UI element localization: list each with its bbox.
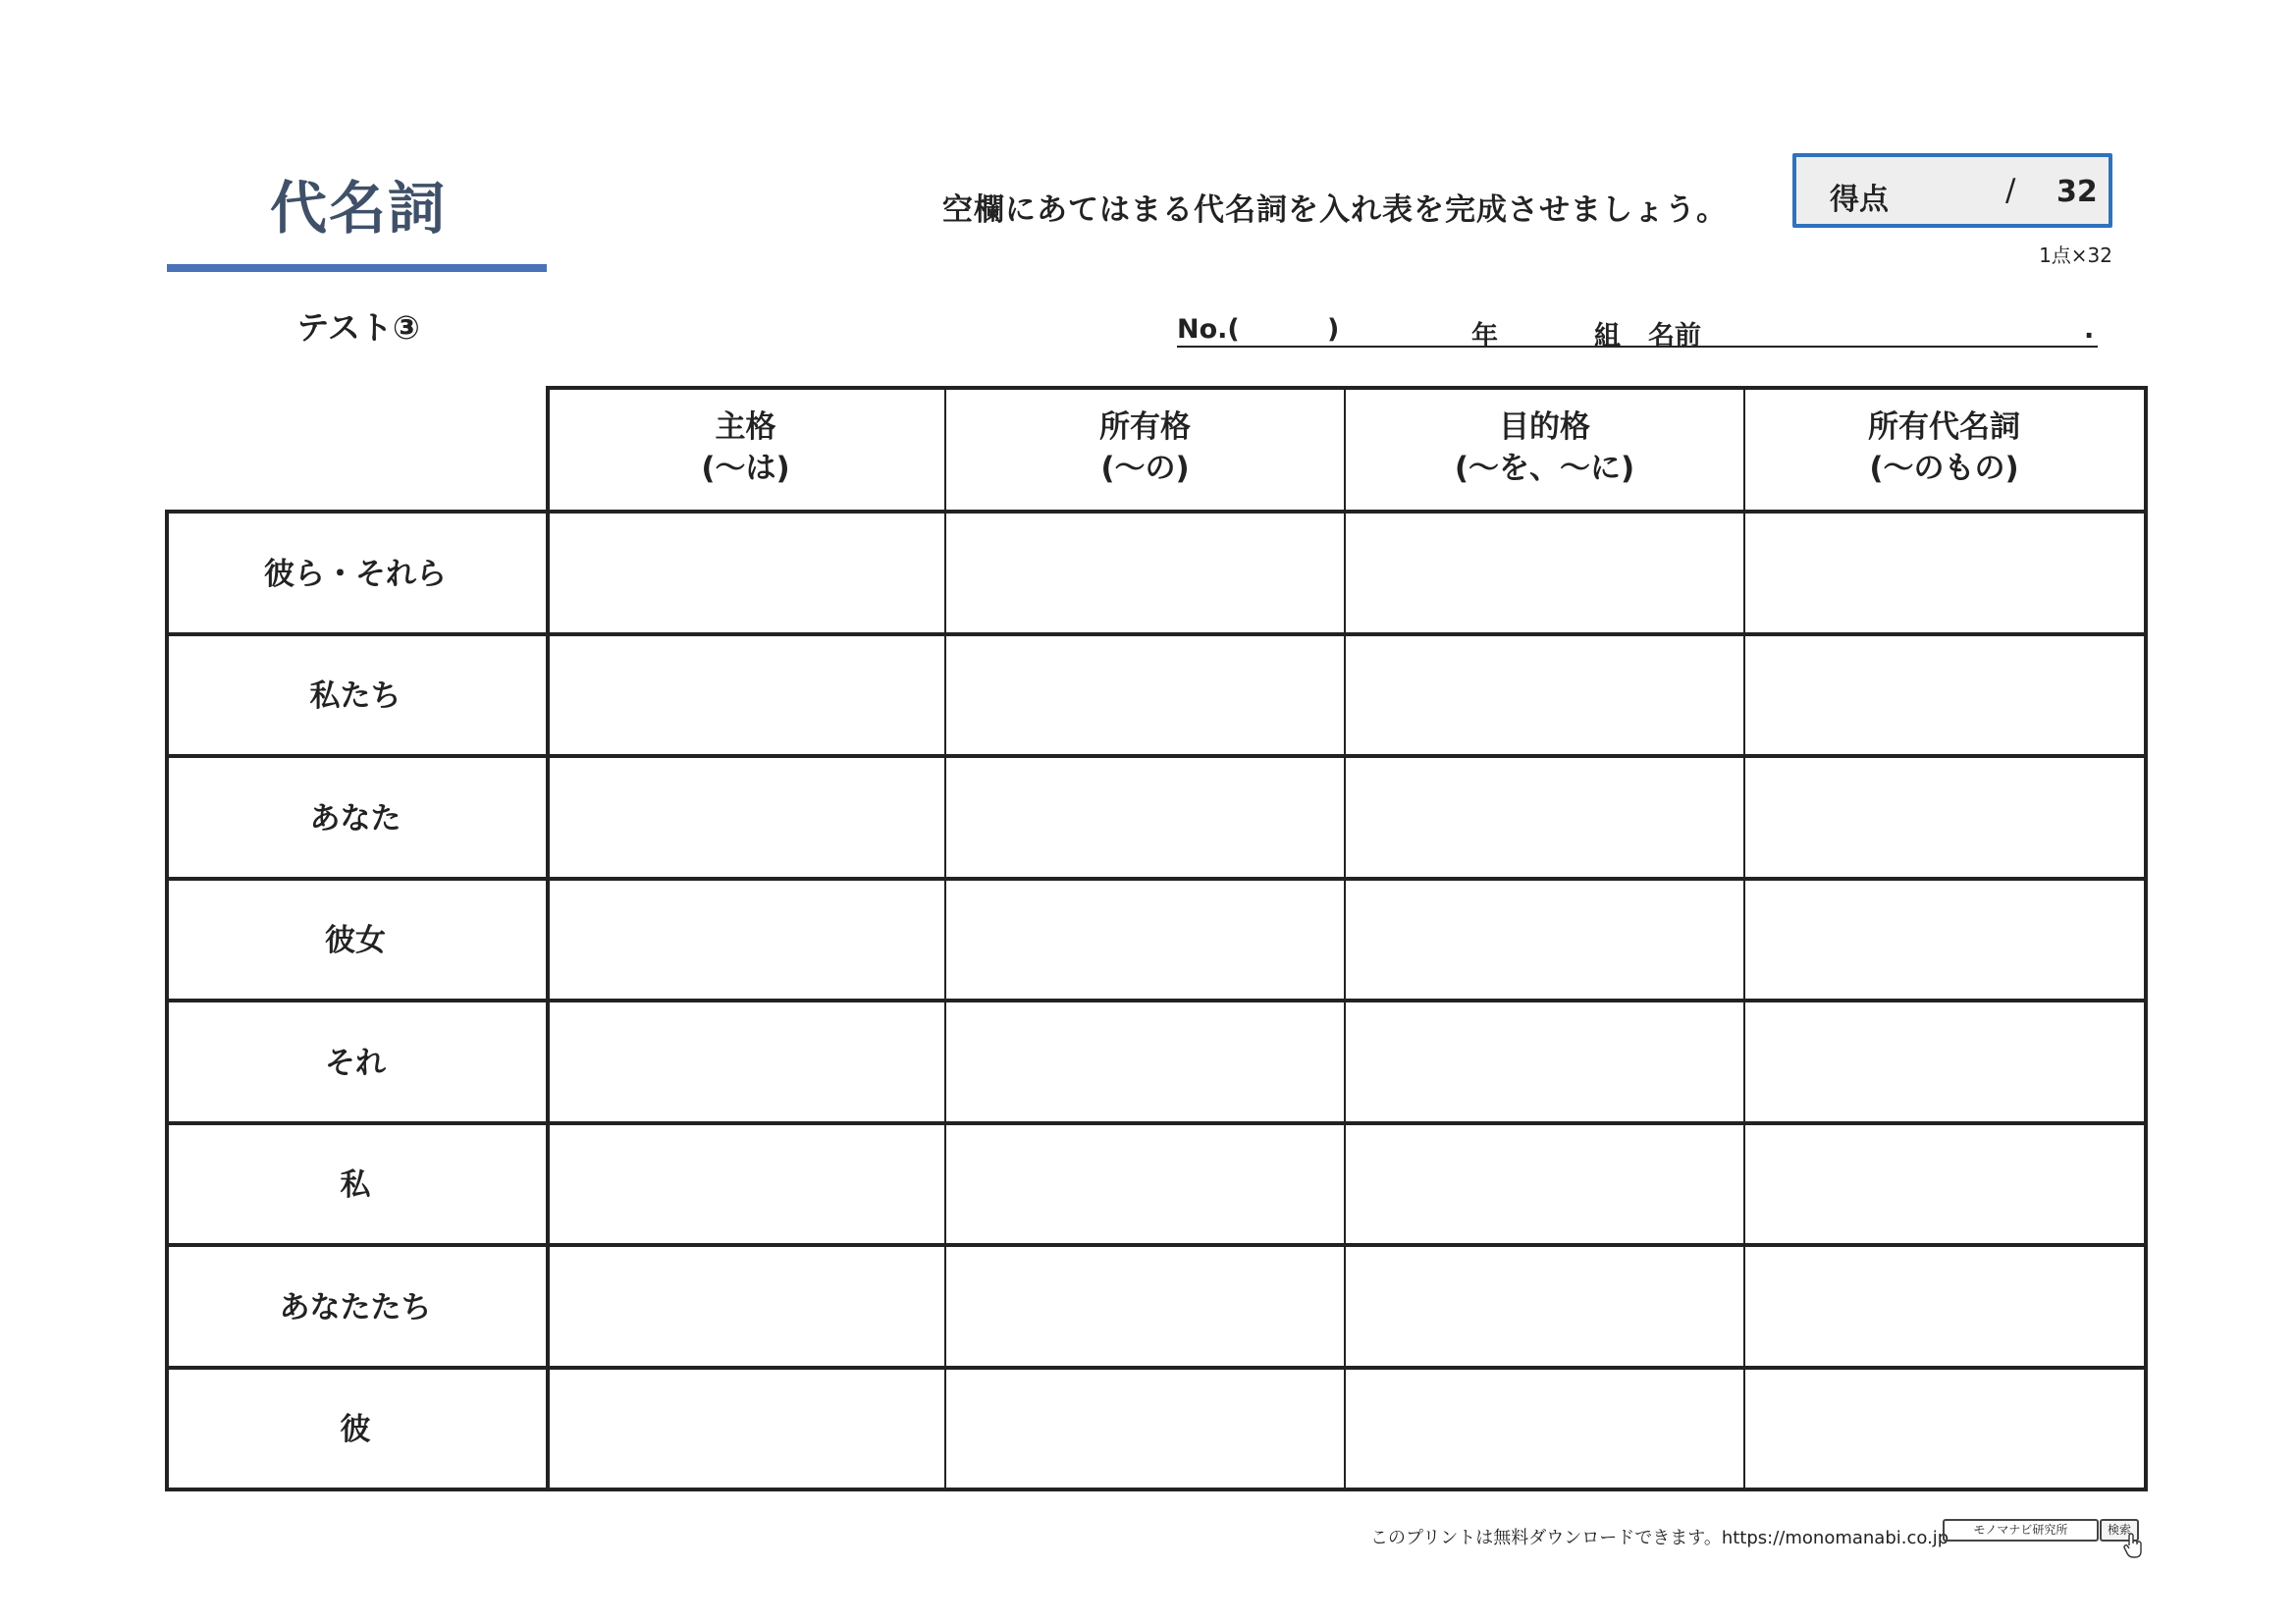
score-label: 得点 — [1830, 183, 1889, 217]
answer-cell[interactable] — [948, 882, 1342, 998]
column-title: 主格 — [715, 409, 776, 445]
column-subtitle: (〜は) — [701, 451, 790, 486]
footer-text: このプリントは無料ダウンロードできます。https://monomanabi.co.jp — [1370, 1528, 1949, 1548]
answer-cell[interactable] — [549, 759, 942, 875]
answer-cell[interactable] — [1348, 514, 1741, 630]
table-border-vertical — [944, 386, 946, 1491]
answer-cell[interactable] — [1348, 759, 1741, 875]
answer-cell[interactable] — [549, 1003, 942, 1119]
answer-cell[interactable] — [549, 637, 942, 753]
answer-cell[interactable] — [1747, 1248, 2141, 1364]
answer-cell[interactable] — [948, 1126, 1342, 1242]
column-title: 所有格 — [1099, 409, 1191, 445]
row-label: それ — [325, 1045, 386, 1081]
answer-cell[interactable] — [948, 637, 1342, 753]
student-info-line[interactable] — [1177, 314, 2098, 352]
row-label: あなたたち — [279, 1289, 432, 1326]
answer-cell[interactable] — [1348, 1003, 1741, 1119]
score-total: 32 — [2056, 175, 2098, 209]
answer-cell[interactable] — [549, 514, 942, 630]
no-close: ) — [1327, 314, 1340, 345]
table-border-horizontal — [165, 1488, 2148, 1491]
pointer-hand-icon — [2123, 1532, 2145, 1559]
table-border-vertical — [1344, 386, 1346, 1491]
test-number: テスト③ — [296, 308, 420, 347]
answer-cell[interactable] — [1747, 514, 2141, 630]
column-header — [546, 386, 945, 510]
line-end-period: . — [2084, 314, 2095, 345]
answer-cell[interactable] — [1348, 882, 1741, 998]
column-title: 所有代名詞 — [1868, 409, 2020, 445]
answer-cell[interactable] — [549, 1126, 942, 1242]
class-label: 組 — [1594, 321, 1621, 352]
answer-cell[interactable] — [549, 1248, 942, 1364]
column-header — [1345, 386, 1744, 510]
title-underline — [167, 264, 547, 272]
name-label: 名前 — [1648, 321, 1701, 352]
table-border-vertical — [1743, 386, 1745, 1491]
score-slash: / — [2005, 173, 2016, 208]
answer-cell[interactable] — [549, 1371, 942, 1487]
instruction-text: 空欄にあてはまる代名詞を入れ表を完成させましょう。 — [942, 192, 1728, 228]
table-border-vertical — [2144, 386, 2148, 1491]
no-label: No.( — [1177, 314, 1240, 345]
answer-cell[interactable] — [1348, 1126, 1741, 1242]
row-label: 彼 — [340, 1412, 371, 1448]
row-label: 彼女 — [325, 923, 386, 959]
score-note: 1点×32 — [2039, 244, 2112, 267]
column-subtitle: (〜を、〜に) — [1454, 451, 1635, 486]
answer-cell[interactable] — [948, 514, 1342, 630]
answer-cell[interactable] — [549, 882, 942, 998]
row-label: あなた — [309, 800, 401, 837]
year-label: 年 — [1471, 321, 1498, 352]
answer-cell[interactable] — [1348, 1371, 1741, 1487]
site-name-box: モノマナビ研究所 — [1943, 1519, 2099, 1542]
answer-cell[interactable] — [948, 1371, 1342, 1487]
column-title: 目的格 — [1499, 409, 1590, 445]
answer-cell[interactable] — [1747, 1371, 2141, 1487]
answer-cell[interactable] — [1747, 637, 2141, 753]
search-button: 検索 — [2100, 1519, 2139, 1542]
answer-cell[interactable] — [1747, 1003, 2141, 1119]
column-subtitle: (〜の) — [1100, 451, 1190, 486]
answer-cell[interactable] — [1747, 1126, 2141, 1242]
answer-cell[interactable] — [948, 1003, 1342, 1119]
row-label: 私たち — [309, 678, 401, 715]
row-label: 彼ら・それら — [264, 556, 447, 592]
worksheet-title: 代名詞 — [269, 175, 447, 242]
answer-cell[interactable] — [1747, 882, 2141, 998]
answer-cell[interactable] — [948, 759, 1342, 875]
row-label: 私 — [340, 1167, 371, 1204]
answer-cell[interactable] — [1348, 637, 1741, 753]
score-box — [1792, 153, 2112, 228]
column-header — [1744, 386, 2144, 510]
column-header — [945, 386, 1345, 510]
answer-cell[interactable] — [948, 1248, 1342, 1364]
answer-cell[interactable] — [1747, 759, 2141, 875]
column-subtitle: (〜のもの) — [1869, 451, 2019, 486]
answer-cell[interactable] — [1348, 1248, 1741, 1364]
